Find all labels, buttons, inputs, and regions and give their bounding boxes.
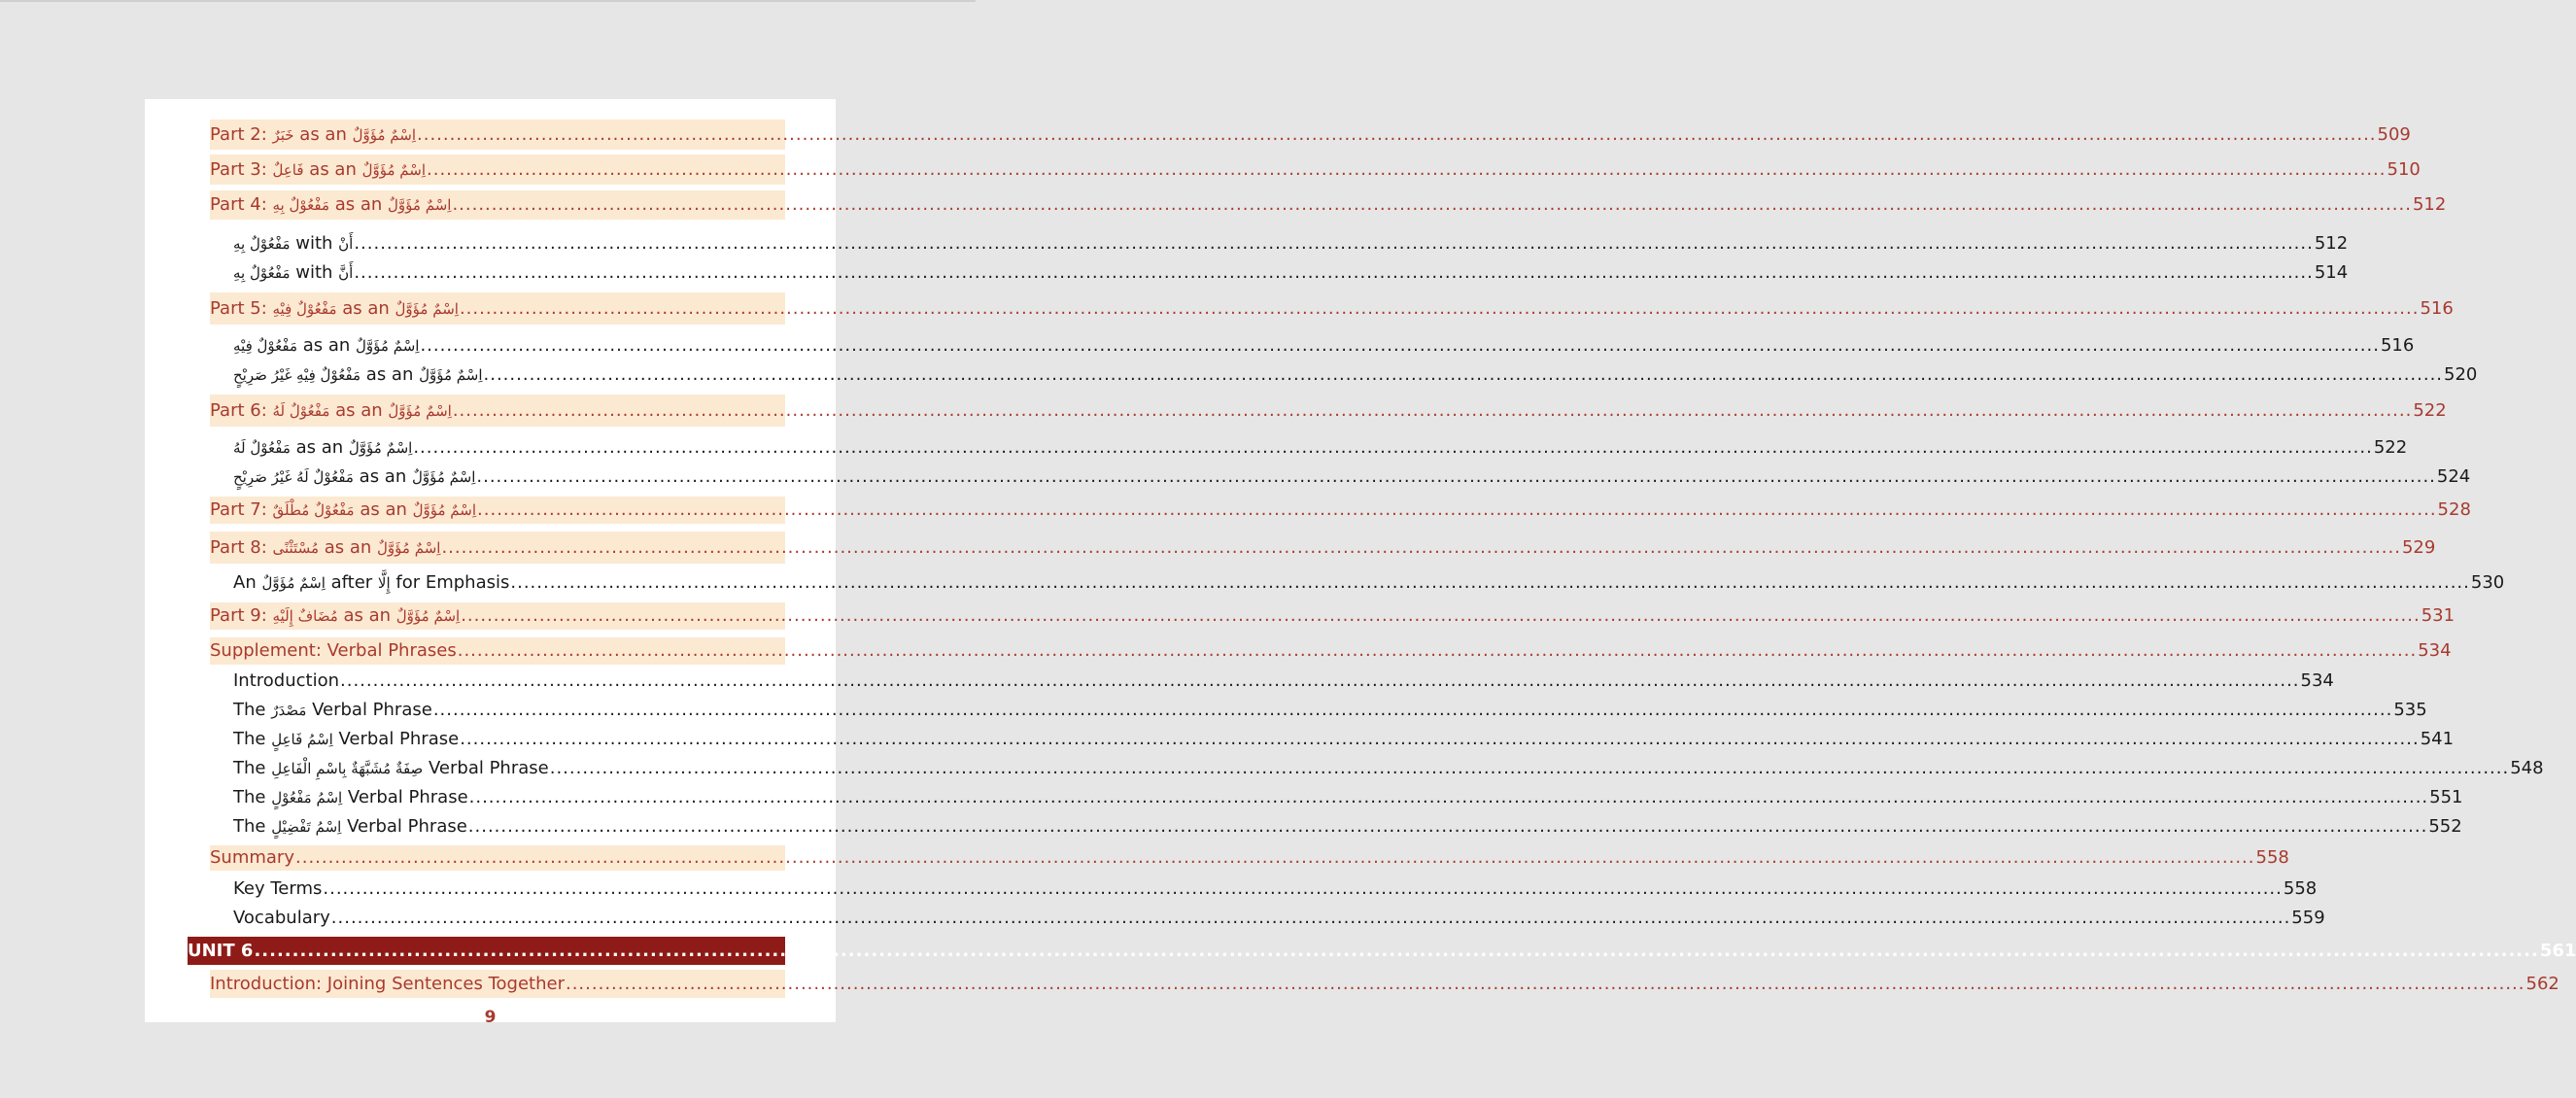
dot-leader: ............................................................................................................................................................................................................................................................................................................ — [467, 816, 2428, 837]
dot-leader: ............................................................................................................................................................................................................................................................................................................ — [417, 123, 2377, 145]
toc-page-number: 524 — [2436, 466, 2471, 487]
arabic-term: صِفَةٌ مُشَبَّهَةٌ بِاسْمِ الْفَاعِلِ — [271, 760, 424, 777]
arabic-term: اِسْمٌ مُؤَوَّلٌ — [412, 501, 477, 519]
toc-entry-title — [233, 702, 432, 719]
title-text: after — [325, 572, 378, 593]
title-text: Verbal Phrase — [423, 758, 549, 778]
arabic-term: خَبَرٌ — [272, 125, 294, 144]
arabic-term: اِسْمٌ مُؤَوَّلٌ — [411, 468, 476, 486]
arabic-term: مَفْعُوْلٌ فِيْهِ — [233, 337, 298, 355]
toc-page-number: 528 — [2437, 499, 2471, 520]
toc-entry-key-terms[interactable] — [210, 877, 2318, 901]
toc-entry-part-5-sub-2[interactable] — [210, 363, 2478, 387]
toc-entry-part-9[interactable] — [210, 602, 2456, 630]
toc-page-number: 522 — [2413, 399, 2447, 421]
title-text: Key Terms — [233, 878, 323, 899]
toc-entry-part-5-sub-1[interactable] — [210, 334, 2415, 358]
title-text: The — [233, 816, 272, 837]
title-text: Vocabulary — [233, 908, 330, 928]
title-text: An — [233, 572, 262, 593]
arabic-term: مُضَافٌ إِلَيْهِ — [272, 607, 338, 625]
toc-entry-title — [210, 642, 457, 660]
title-text: Part 2: — [210, 123, 273, 145]
dot-leader: ............................................................................................................................................................................................................................................................................................................ — [330, 908, 2291, 928]
toc-entry-part-4-sub-2[interactable] — [210, 261, 2349, 285]
toc-page-number: 510 — [2387, 158, 2421, 180]
toc-page-number: 530 — [2470, 572, 2505, 593]
dot-leader: ............................................................................................................................................................................................................................................................................................................ — [461, 605, 2421, 626]
dot-leader: ............................................................................................................................................................................................................................................................................................................ — [483, 364, 2444, 385]
toc-entry-title — [233, 337, 419, 355]
toc-entry-part-5[interactable] — [210, 292, 2454, 325]
toc-entry-title — [210, 196, 451, 214]
toc-page-number: 509 — [2377, 123, 2411, 145]
arabic-term: مَفْعُوْلٌ بِهِ — [233, 264, 291, 282]
arabic-term: اِسْمٌ مُؤَوَّلٌ — [348, 439, 413, 457]
toc-entry-part-3[interactable] — [210, 154, 2421, 185]
toc-entry-part-6-sub-2[interactable] — [210, 465, 2471, 489]
title-text: The — [233, 700, 272, 720]
dot-leader: ............................................................................................................................................................................................................................................................................................................ — [549, 758, 2510, 778]
arabic-term: اِسْمٌ مُؤَوَّلٌ — [388, 401, 452, 420]
arabic-term: اِسْمٌ مُؤَوَّلٌ — [377, 538, 441, 557]
toc-entry-title — [233, 439, 412, 457]
arabic-term: اِسْمٌ مُؤَوَّلٌ — [388, 196, 452, 214]
title-text: Verbal Phrase — [341, 816, 467, 837]
toc-entry-part-6-sub-1[interactable] — [210, 436, 2408, 460]
title-text: Part 5: — [210, 297, 273, 319]
title-text: Introduction — [233, 670, 340, 691]
toc-page-number: 534 — [2418, 640, 2452, 661]
toc-entry-summary[interactable] — [210, 845, 2289, 871]
toc-page-number: 551 — [2429, 787, 2463, 807]
dot-leader: ............................................................................................................................................................................................................................................................................................................ — [460, 729, 2420, 749]
toc-page-number: 558 — [2283, 878, 2318, 899]
toc-page-number: 520 — [2444, 364, 2478, 385]
arabic-term: اِسْمُ فَاعِلٍ — [271, 731, 333, 748]
toc-entry-title — [210, 297, 459, 319]
toc-page-number: 552 — [2428, 816, 2462, 837]
toc-entry-supp-mafool[interactable] — [210, 786, 2463, 809]
arabic-term: اِسْمٌ مُؤَوَّلٌ — [361, 160, 426, 179]
dot-leader: ............................................................................................................................................................................................................................................................................................................ — [340, 670, 2300, 691]
toc-page-number: 535 — [2393, 700, 2427, 720]
title-text: as an — [319, 536, 378, 558]
toc-entry-unit-6[interactable] — [188, 937, 2576, 965]
title-text: with — [290, 233, 339, 254]
title-text: for Emphasis — [390, 572, 510, 593]
toc-entry-title — [233, 760, 549, 777]
arabic-term: مَفْعُوْلٌ لَهُ — [272, 401, 330, 420]
dot-leader: ............................................................................................................................................................................................................................................................................................................ — [354, 262, 2314, 283]
top-border — [0, 0, 976, 2]
toc-entry-supplement[interactable] — [210, 637, 2452, 665]
toc-entry-part-8-sub-1[interactable] — [210, 571, 2505, 595]
arabic-term: مَفْعُوْلٌ مُطْلَقٌ — [272, 501, 355, 519]
toc-entry-part-6[interactable] — [210, 395, 2447, 427]
title-text: as an — [290, 437, 349, 458]
toc-entry-supp-masdar[interactable] — [210, 699, 2427, 722]
toc-entry-title — [233, 366, 483, 384]
toc-entry-title — [233, 672, 339, 690]
toc-entry-title — [210, 399, 452, 421]
dot-leader: ............................................................................................................................................................................................................................................................................................................ — [420, 335, 2380, 356]
arabic-term: فَاعِلٌ — [272, 160, 304, 179]
toc-entry-title — [210, 123, 417, 145]
title-text: with — [290, 262, 339, 283]
toc-entry-title — [233, 264, 353, 282]
arabic-term: اِسْمٌ مُؤَوَّلٌ — [356, 337, 420, 355]
arabic-term: اِسْمٌ مُؤَوَّلٌ — [352, 125, 417, 144]
toc-entry-title — [210, 158, 426, 180]
toc-page-number: 562 — [2525, 973, 2559, 994]
title-text: Part 7: — [210, 499, 273, 520]
toc-entry-title — [233, 574, 509, 592]
arabic-term: اِسْمُ مَفْعُوْلٍ — [271, 789, 343, 806]
title-text: UNIT 6 — [188, 940, 254, 961]
toc-page-number: 534 — [2300, 670, 2334, 691]
dot-leader: ............................................................................................................................................................................................................................................................................................................ — [510, 572, 2470, 593]
dot-leader: ............................................................................................................................................................................................................................................................................................................ — [477, 499, 2437, 520]
title-text: Verbal Phrase — [332, 729, 460, 749]
title-text: as an — [329, 399, 389, 421]
toc-entry-part-4-sub-1[interactable] — [210, 232, 2349, 256]
title-text: Summary — [210, 847, 294, 868]
toc-page-number: 531 — [2421, 605, 2456, 626]
toc-entry-vocabulary[interactable] — [210, 907, 2325, 930]
title-text: The — [233, 758, 272, 778]
toc-page-number: 512 — [2314, 233, 2349, 254]
toc-page-number: 561 — [2539, 940, 2576, 961]
dot-leader: ............................................................................................................................................................................................................................................................................................................ — [452, 194, 2412, 215]
dot-leader: ............................................................................................................................................................................................................................................................................................................ — [323, 878, 2283, 899]
dot-leader: ............................................................................................................................................................................................................................................................................................................ — [468, 787, 2429, 807]
arabic-term: اِسْمٌ مُؤَوَّلٌ — [261, 574, 326, 592]
title-text: The — [233, 729, 272, 749]
arabic-term: أَنَّ — [338, 264, 354, 282]
toc-entry-supp-sifah[interactable] — [210, 757, 2544, 780]
toc-entry-supp-intro[interactable] — [210, 669, 2334, 693]
title-text: Part 4: — [210, 194, 273, 215]
arabic-term: إِلَّا — [377, 574, 391, 592]
title-text: as an — [353, 466, 412, 487]
dot-leader: ............................................................................................................................................................................................................................................................................................................ — [427, 158, 2387, 180]
arabic-term: اِسْمٌ مُؤَوَّلٌ — [395, 607, 461, 625]
toc-page-number: 548 — [2510, 758, 2544, 778]
arabic-term: مَفْعُوْلٌ فِيْهِ — [272, 299, 337, 318]
toc-entry-unit-6-intro[interactable] — [210, 970, 2559, 998]
toc-entry-title — [233, 909, 330, 927]
toc-entry-part-2[interactable] — [210, 120, 2411, 150]
title-text: as an — [329, 194, 389, 215]
toc-entry-part-7[interactable] — [210, 497, 2471, 524]
toc-entry-supp-tafdil[interactable] — [210, 815, 2462, 839]
arabic-term: اِسْمٌ مُؤَوَّلٌ — [419, 366, 483, 384]
toc-entry-title — [210, 849, 294, 867]
toc-page-number: 516 — [2380, 335, 2415, 356]
toc-entry-title — [233, 789, 468, 806]
arabic-term: مَفْعُوْلٌ بِهِ — [233, 235, 291, 253]
toc-entry-part-4[interactable] — [210, 190, 2447, 220]
dot-leader: ............................................................................................................................................................................................................................................................................................................ — [459, 297, 2420, 319]
page-number: 9 — [484, 1008, 497, 1027]
title-text: Verbal Phrase — [306, 700, 432, 720]
arabic-term: مُسْتَثْنًى — [272, 538, 319, 557]
title-text: Part 8: — [210, 536, 273, 558]
toc-page-number: 541 — [2420, 729, 2455, 749]
title-text: Part 3: — [210, 158, 273, 180]
toc-entry-title — [233, 880, 322, 898]
toc-entry-title — [188, 940, 254, 961]
arabic-term: أَنْ — [338, 235, 354, 253]
title-text: Verbal Phrase — [342, 787, 468, 807]
toc-entry-title — [210, 607, 460, 625]
dot-leader: ............................................................................................................................................................................................................................................................................................................ — [413, 437, 2373, 458]
title-text: as an — [303, 158, 362, 180]
title-text: as an — [336, 297, 395, 319]
toc-page-number: 522 — [2373, 437, 2408, 458]
toc-entry-title — [210, 501, 476, 519]
dot-leader: ............................................................................................................................................................................................................................................................................................................ — [432, 700, 2393, 720]
toc-entry-title — [233, 731, 459, 748]
arabic-term: مَفْعُوْلٌ لَهُ غَيْرُ صَرِيْحٍ — [233, 468, 354, 486]
dot-leader: ............................................................................................................................................................................................................................................................................................................ — [295, 847, 2255, 868]
document-page — [145, 99, 2576, 1027]
title-text: as an — [337, 605, 396, 626]
toc-page-number: 516 — [2420, 297, 2454, 319]
dot-leader: ............................................................................................................................................................................................................................................................................................................ — [354, 233, 2314, 254]
arabic-term: اِسْمُ تَفْضِيْلٍ — [271, 818, 342, 836]
toc-entry-supp-fail[interactable] — [210, 728, 2455, 751]
arabic-term: اِسْمٌ مُؤَوَّلٌ — [395, 299, 459, 318]
title-text: as an — [354, 499, 413, 520]
dot-leader: ............................................................................................................................................................................................................................................................................................................ — [457, 640, 2418, 661]
toc-page-number: 514 — [2314, 262, 2349, 283]
title-text: Introduction: Joining Sentences Together — [210, 973, 565, 994]
toc-page-number: 512 — [2412, 194, 2447, 215]
toc-entry-title — [233, 468, 475, 486]
arabic-term: مَفْعُوْلٌ بِهِ — [272, 196, 329, 214]
title-text: as an — [297, 335, 357, 356]
title-text: as an — [361, 364, 420, 385]
toc-entry-title — [210, 973, 565, 994]
toc-entry-title — [233, 235, 353, 253]
dot-leader: ............................................................................................................................................................................................................................................................................................................ — [254, 940, 2539, 961]
toc-page-number: 559 — [2291, 908, 2325, 928]
toc-entry-title — [233, 818, 467, 836]
toc-page-number: 558 — [2255, 847, 2289, 868]
toc-entry-title — [210, 536, 441, 558]
dot-leader: ............................................................................................................................................................................................................................................................................................................ — [476, 466, 2436, 487]
arabic-term: مَفْعُوْلٌ لَهُ — [233, 439, 291, 457]
toc-page-number: 529 — [2401, 536, 2436, 558]
title-text: Part 6: — [210, 399, 273, 421]
title-text: as an — [293, 123, 353, 145]
title-text: Part 9: — [210, 605, 273, 626]
title-text: The — [233, 787, 272, 807]
title-text: Supplement: Verbal Phrases — [210, 640, 457, 661]
toc-entry-part-8[interactable] — [210, 532, 2436, 564]
dot-leader: ............................................................................................................................................................................................................................................................................................................ — [441, 536, 2401, 558]
dot-leader: ............................................................................................................................................................................................................................................................................................................ — [452, 399, 2413, 421]
dot-leader: ............................................................................................................................................................................................................................................................................................................ — [565, 973, 2525, 994]
arabic-term: مَفْعُوْلٌ فِيْهِ غَيْرُ صَرِيْحٍ — [233, 366, 361, 384]
arabic-term: مَصْدَرٌ — [271, 702, 307, 719]
